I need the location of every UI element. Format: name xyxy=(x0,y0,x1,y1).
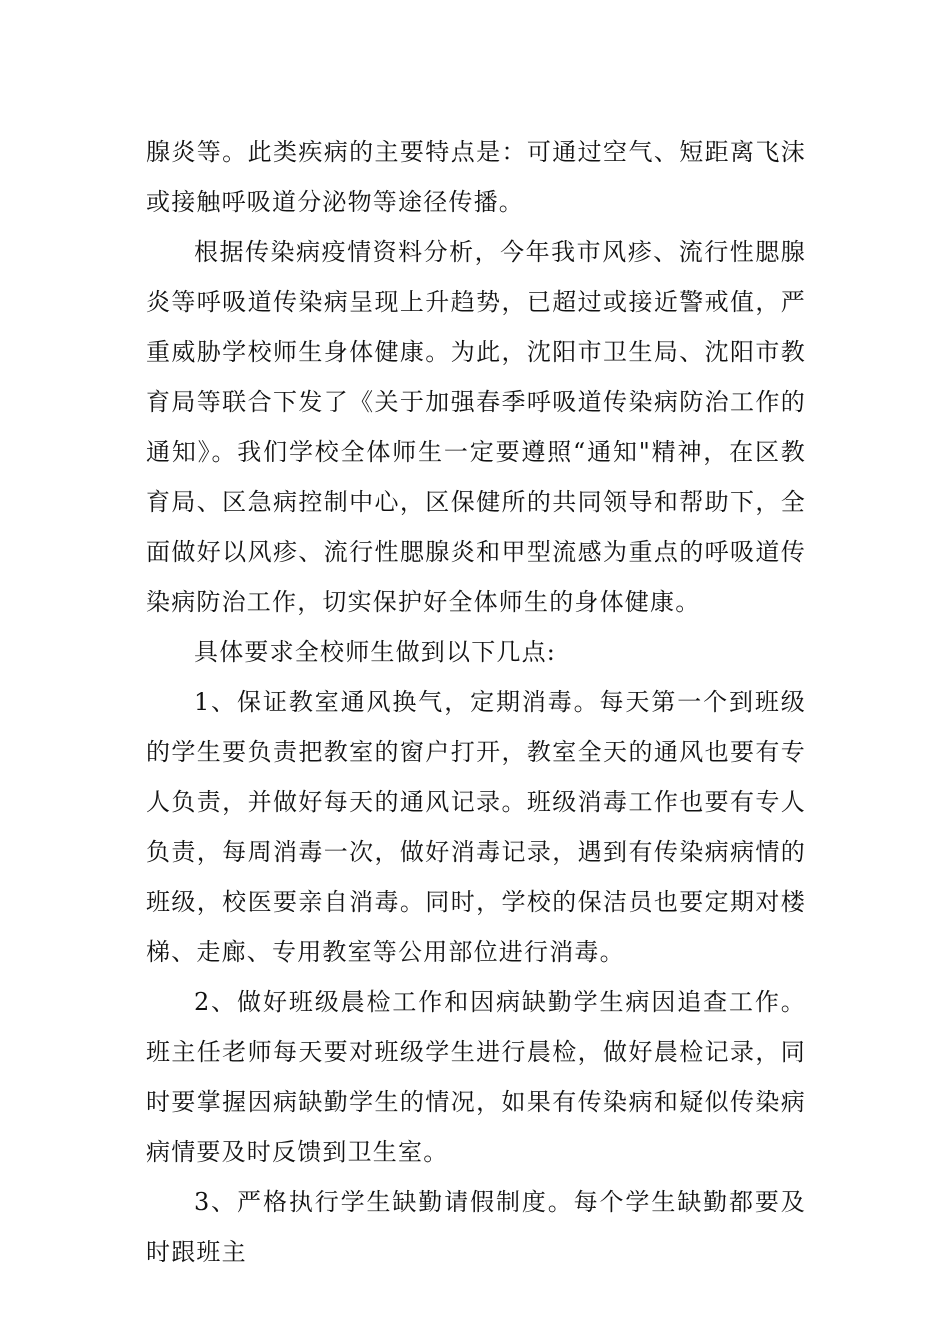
paragraph-background: 根据传染病疫情资料分析，今年我市风疹、流行性腮腺炎等呼吸道传染病呈现上升趋势，已超过或接近警戒值，严重威胁学校师生身体健康。为此，沈阳市卫生局、沈阳市教育局等联合下发了《关于加强春季呼吸道传染病防治工作的通知》。我们学校全体师生一定要遵照“通知"精神，在区教育局、区急病控制中心，区保健所的共同领导和帮助下，全面做好以风疹、流行性腮腺炎和甲型流感为重点的呼吸道传染病防治工作，切实保护好全体师生的身体健康。 xyxy=(146,238,806,616)
document-body xyxy=(146,127,806,1277)
list-item-morning-check: 2、做好班级晨检工作和因病缺勤学生病因追查工作。班主任老师每天要对班级学生进行晨检，做好晨检记录，同时要掌握因病缺勤学生的情况，如果有传染病和疑似传染病病情要及时反馈到卫生室。 xyxy=(146,988,806,1166)
list-item-leave-policy: 3、严格执行学生缺勤请假制度。每个学生缺勤都要及时跟班主 xyxy=(146,1188,806,1266)
paragraph-requirements-intro: 具体要求全校师生做到以下几点: xyxy=(194,638,557,666)
paragraph-continuation: 腺炎等。此类疾病的主要特点是：可通过空气、短距离飞沫或接触呼吸道分泌物等途径传播。 xyxy=(146,138,806,216)
list-item-ventilation: 1、保证教室通风换气，定期消毒。每天第一个到班级的学生要负责把教室的窗户打开，教室全天的通风也要有专人负责，并做好每天的通风记录。班级消毒工作也要有专人负责，每周消毒一次，做好消毒记录，遇到有传染病病情的班级，校医要亲自消毒。同时，学校的保洁员也要定期对楼梯、走廊、专用教室等公用部位进行消毒。 xyxy=(146,688,806,966)
